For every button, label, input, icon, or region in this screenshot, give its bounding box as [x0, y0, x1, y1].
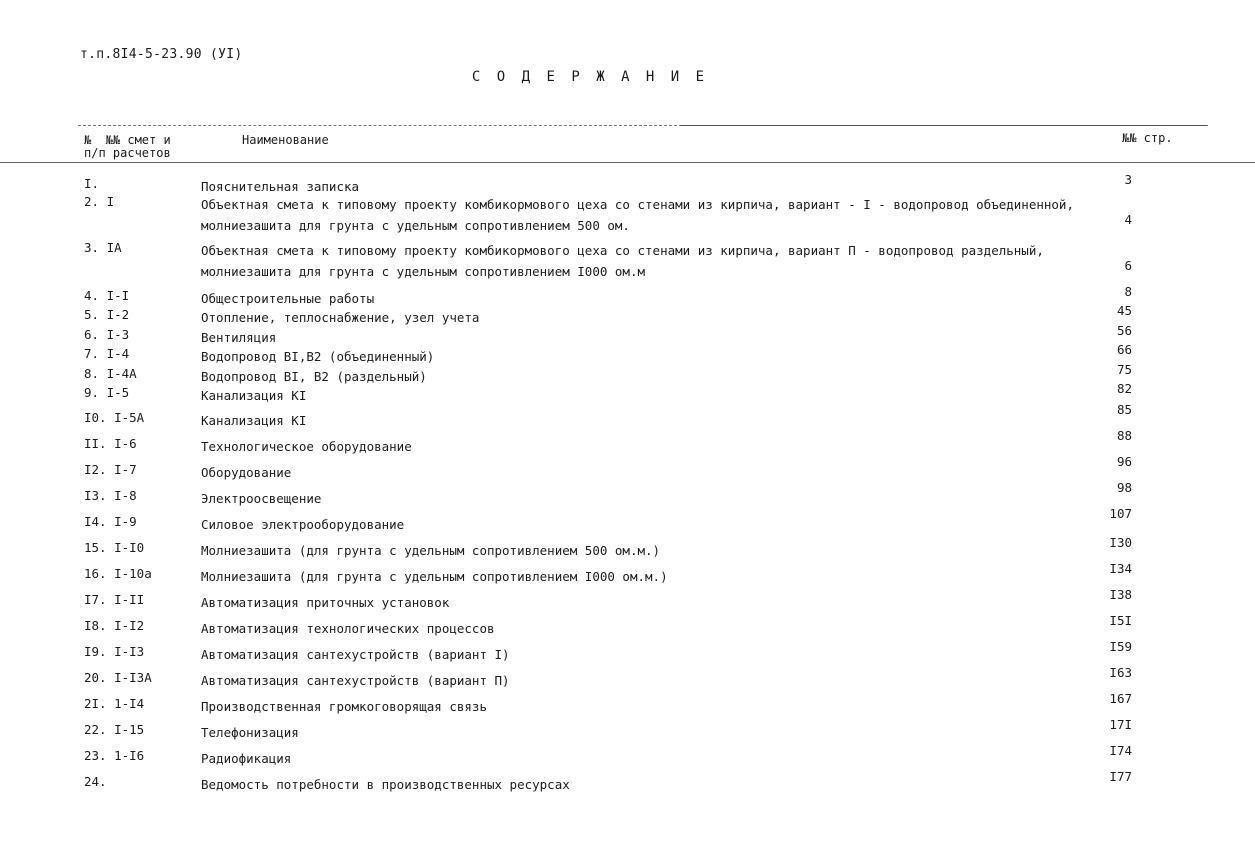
toc-row-page: 56	[1116, 323, 1132, 338]
column-header-number-line1: № №№ смет и	[84, 133, 171, 147]
toc-row-page: 75	[1116, 362, 1132, 377]
toc-row-title: Телефонизация	[201, 725, 299, 740]
toc-row-number: 2I. 1-I4	[84, 696, 145, 711]
toc-row-number: I8. I-I2	[84, 618, 145, 633]
toc-row-number: 16. I-10а	[84, 566, 152, 581]
toc-row-page: 98	[1116, 480, 1132, 495]
toc-row-title: Ведомость потребности в производственных ресурсах	[201, 777, 570, 792]
toc-row-number: 6. I-3	[84, 327, 130, 342]
toc-row-title: Водопровод ВI,В2 (объединенный)	[201, 349, 435, 364]
column-header-number	[84, 134, 171, 160]
column-header-number-line2: п/п расчетов	[84, 146, 171, 160]
toc-row-number: I7. I-II	[84, 592, 145, 607]
toc-row-title: Автоматизация технологических процессов	[201, 621, 495, 636]
toc-row-title: Оборудование	[201, 465, 292, 480]
toc-row-title: Вентиляция	[201, 330, 277, 345]
toc-row-page: I77	[1109, 769, 1132, 784]
toc-row-number: 7. I-4	[84, 346, 130, 361]
toc-row-page: 107	[1109, 506, 1132, 521]
toc-row-number: 4. I-I	[84, 288, 130, 303]
toc-row-title: Автоматизация сантехустройств (вариант I)	[201, 647, 510, 662]
toc-row-number: I3. I-8	[84, 488, 137, 503]
toc-row-page: I59	[1109, 639, 1132, 654]
toc-row-number: 2. I	[84, 194, 115, 209]
toc-row-title: Автоматизация сантехустройств (вариант П)	[201, 673, 510, 688]
toc-row-title: Водопровод ВI, В2 (раздельный)	[201, 369, 427, 384]
toc-row-number: 20. I-I3А	[84, 670, 152, 685]
toc-row-number: I0. I-5А	[84, 410, 145, 425]
toc-row-title: Радиофикация	[201, 751, 292, 766]
toc-row-page: 88	[1116, 428, 1132, 443]
toc-row-title: Объектная смета к типовому проекту комбикормового цеха со стенами из кирпича, вариант П - водопровод раздельный, молниезашита для грунта с удельным сопротивлением I000 ом.м	[201, 243, 1044, 279]
toc-row-title: Молниезашита (для грунта с удельным сопротивлением 500 ом.м.)	[201, 543, 661, 558]
toc-row-page: I74	[1109, 743, 1132, 758]
toc-row-page: 6	[1124, 258, 1132, 273]
toc-row-page: 85	[1116, 402, 1132, 417]
toc-row-page: 45	[1116, 303, 1132, 318]
toc-row-title: Молниезашита (для грунта с удельным сопротивлением I000 ом.м.)	[201, 569, 668, 584]
toc-row-page: 17I	[1109, 717, 1132, 732]
toc-row-page: I63	[1109, 665, 1132, 680]
toc-row-number: I9. I-I3	[84, 644, 145, 659]
header-rule-bottom	[0, 162, 1255, 163]
toc-row-title: Канализация КI	[201, 388, 307, 403]
toc-row-number: 22. I-15	[84, 722, 145, 737]
toc-row-title: Общестроительные работы	[201, 291, 375, 306]
toc-row-number: I2. I-7	[84, 462, 137, 477]
column-header-page: №№ стр.	[1122, 131, 1173, 145]
toc-row-number: 23. 1-I6	[84, 748, 145, 763]
toc-row-number: I.	[84, 176, 100, 191]
toc-row-page: 82	[1116, 381, 1132, 396]
toc-row-title: Отопление, теплоснабжение, узел учета	[201, 310, 480, 325]
column-header-name: Наименование	[242, 133, 329, 147]
toc-row-number: II. I-6	[84, 436, 137, 451]
toc-row-number: 9. I-5	[84, 385, 130, 400]
toc-row-page: I30	[1109, 535, 1132, 550]
toc-row-title: Электроосвещение	[201, 491, 322, 506]
toc-row-title: Автоматизация приточных установок	[201, 595, 450, 610]
toc-row-title: Объектная смета к типовому проекту комбикормового цеха со стенами из кирпича, вариант - I - водопровод объединенной, молниезашита для грунта с удельным сопротивлением 500 ом.	[201, 197, 1074, 233]
toc-row-page: 96	[1116, 454, 1132, 469]
toc-row-title: Технологическое оборудование	[201, 439, 412, 454]
toc-row-title: Канализация КI	[201, 413, 307, 428]
toc-row-page: I34	[1109, 561, 1132, 576]
toc-row-number: 24.	[84, 774, 107, 789]
toc-row-number: 8. I-4А	[84, 366, 137, 381]
page-title: С О Д Е Р Ж А Н И Е	[471, 69, 709, 85]
toc-row-page: I5I	[1109, 613, 1132, 628]
toc-row-number: 15. I-I0	[84, 540, 145, 555]
toc-row-number: I4. I-9	[84, 514, 137, 529]
toc-row-page: 167	[1109, 691, 1132, 706]
toc-row-title: Пояснительная записка	[201, 179, 360, 194]
toc-row-number: 3. IА	[84, 240, 122, 255]
toc-row-page: 66	[1116, 342, 1132, 357]
toc-row-page: 8	[1124, 284, 1132, 299]
toc-row-page: 3	[1124, 172, 1132, 187]
toc-row-title: Производственная громкоговорящая связь	[201, 699, 487, 714]
toc-row-page: I38	[1109, 587, 1132, 602]
toc-row-title: Силовое электрооборудование	[201, 517, 405, 532]
toc-row-number: 5. I-2	[84, 307, 130, 322]
document-code: т.п.8I4-5-23.90 (УI)	[80, 47, 243, 62]
header-rule-solid	[680, 125, 1207, 126]
toc-row-page: 4	[1124, 212, 1132, 227]
